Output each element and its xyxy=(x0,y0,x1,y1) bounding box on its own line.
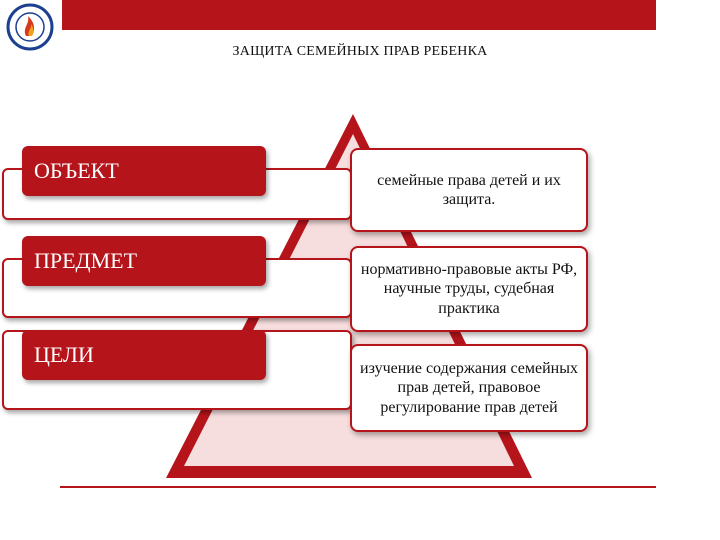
page-title: ЗАЩИТА СЕМЕЙНЫХ ПРАВ РЕБЕНКА xyxy=(232,44,488,59)
description-object: семейные права детей и их защита. xyxy=(377,171,561,208)
label-box-goals xyxy=(22,330,266,380)
label-goals: ЦЕЛИ xyxy=(34,342,94,367)
label-object: ОБЪЕКТ xyxy=(34,158,119,183)
description-subject: нормативно-правовые акты РФ, научные труды, судебная практика xyxy=(360,261,578,317)
bottom-divider xyxy=(60,486,656,488)
label-box-subject xyxy=(22,236,266,286)
label-box-object xyxy=(22,146,266,196)
description-box-subject xyxy=(350,246,588,332)
description-box-object xyxy=(350,148,588,232)
description-goals: изучение содержания семейных прав детей, правовое регулирование прав детей xyxy=(360,360,578,416)
label-subject: ПРЕДМЕТ xyxy=(34,248,138,273)
description-box-goals xyxy=(350,344,588,432)
